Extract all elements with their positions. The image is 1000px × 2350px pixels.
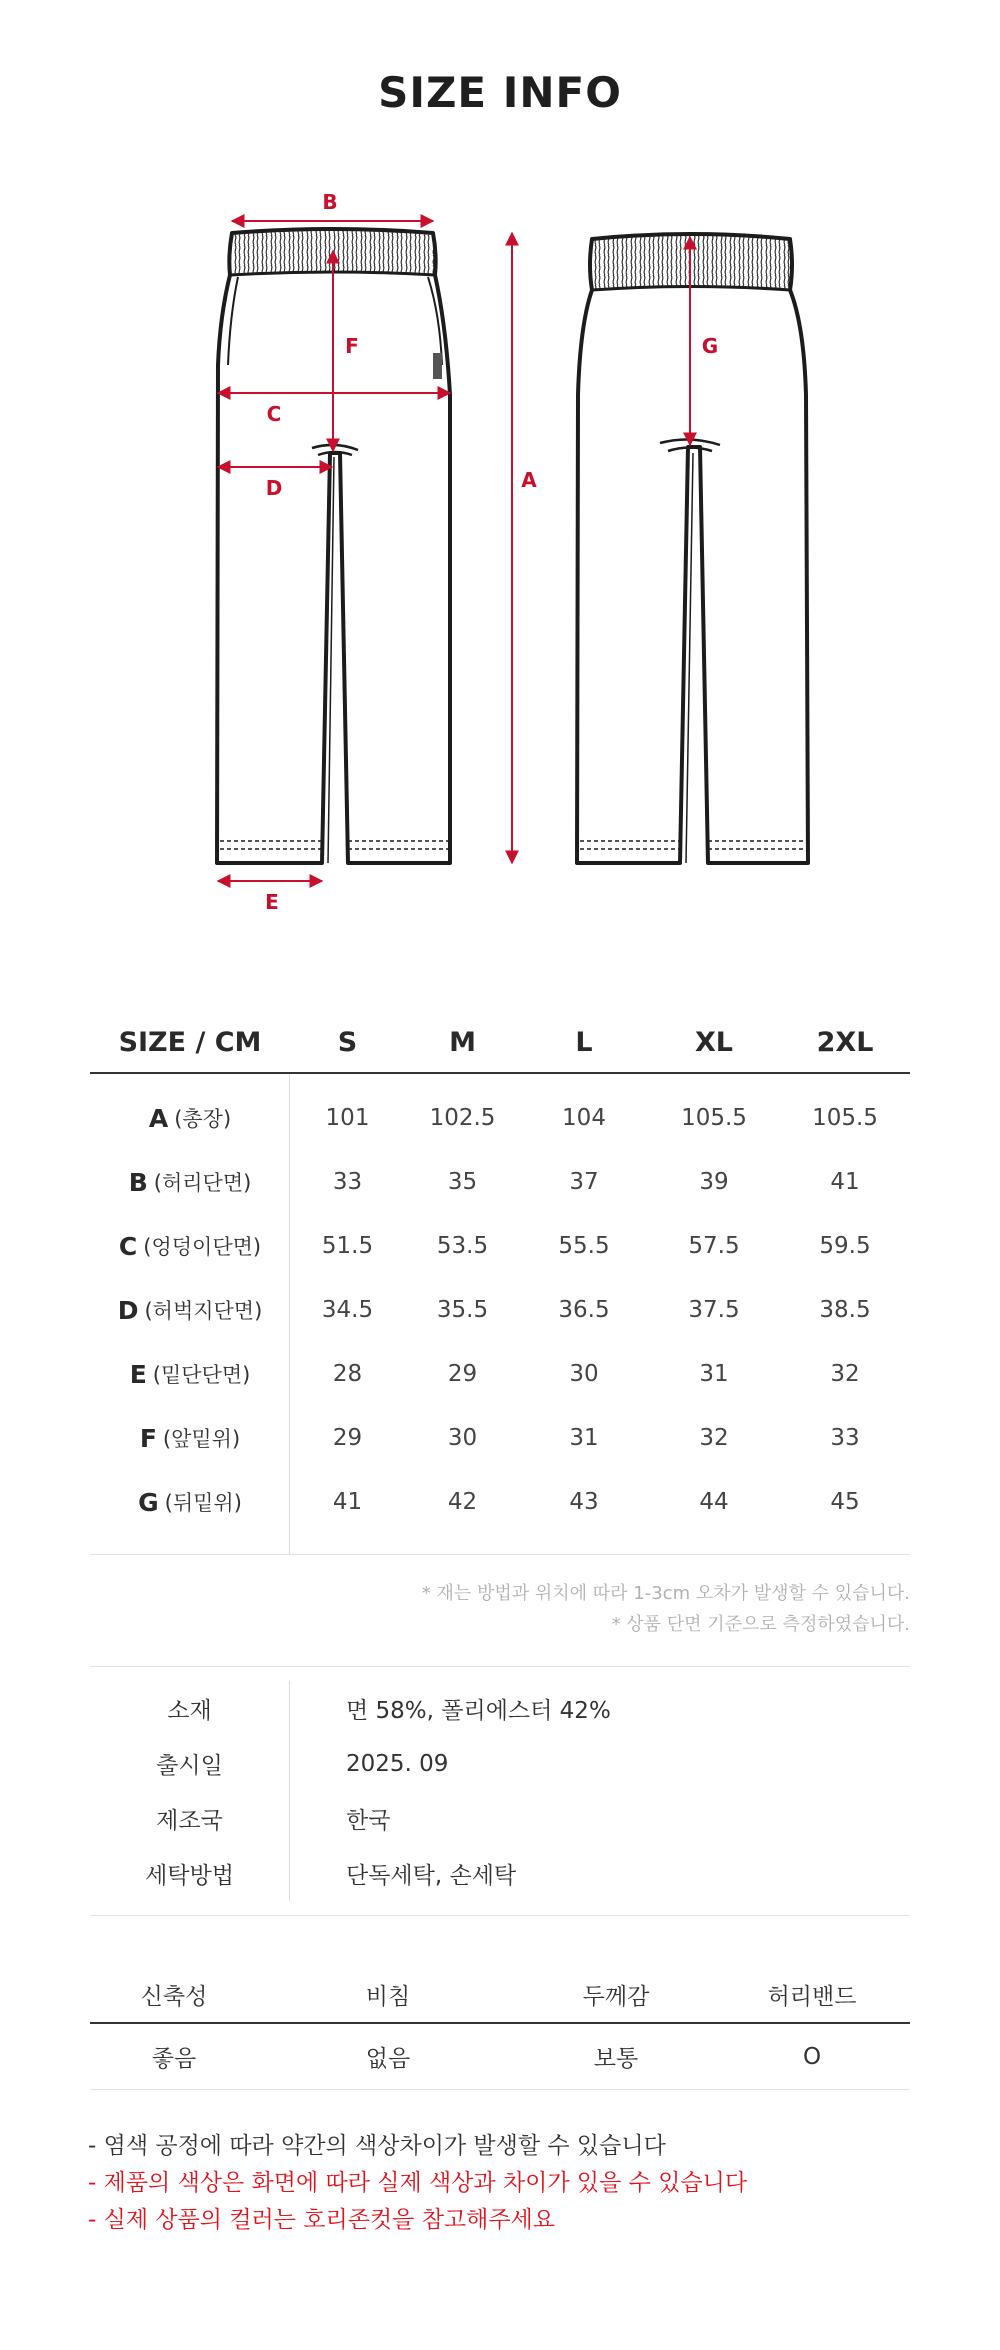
feature-value-waistband: O [802, 2043, 822, 2070]
info-value-washing: 단독세탁, 손세탁 [346, 1863, 517, 1889]
value-cell: 55.5 [558, 1233, 610, 1259]
value-cell: 57.5 [688, 1233, 740, 1259]
info-value-country: 한국 [346, 1808, 391, 1834]
info-value-release: 2025. 09 [346, 1750, 449, 1777]
header-s: S [337, 1026, 358, 1058]
info-value-material: 면 58%, 폴리에스터 42% [346, 1698, 611, 1724]
value-cell: 36.5 [558, 1297, 610, 1323]
feature-table-row [90, 2024, 910, 2090]
value-cell: 33 [332, 1169, 363, 1195]
disclaimer-line: - 염색 공정에 따라 약간의 색상차이가 발생할 수 있습니다 [88, 2133, 666, 2159]
dim-label-c: C [266, 402, 282, 426]
value-cell: 41 [830, 1169, 860, 1195]
value-cell: 102.5 [429, 1105, 496, 1131]
table-row [290, 1470, 910, 1534]
value-cell: 45 [830, 1489, 860, 1515]
feature-value-thickness: 보통 [593, 2046, 639, 2072]
value-cell: 51.5 [321, 1233, 374, 1259]
row-label-g [90, 1470, 290, 1534]
dim-label-g: G [701, 334, 719, 358]
row-label-d [90, 1278, 290, 1342]
row-label-a [90, 1086, 290, 1150]
value-cell: 105.5 [681, 1105, 747, 1131]
table-row [290, 1406, 910, 1470]
header-2xl: 2XL [816, 1026, 874, 1058]
row-name: (총장) [174, 1107, 232, 1131]
front-tag [433, 353, 442, 379]
info-values [290, 1681, 910, 1901]
back-view [577, 234, 808, 863]
row-letter: G [138, 1487, 159, 1517]
size-table-header [90, 1012, 910, 1074]
row-letter: D [117, 1295, 139, 1325]
header-l: L [575, 1026, 593, 1058]
info-label-country: 제조국 [156, 1808, 223, 1834]
feature-header-waistband: 허리밴드 [767, 1983, 857, 2010]
header-size-cm: SIZE / CM [118, 1026, 262, 1058]
value-cell: 101 [325, 1105, 370, 1131]
color-disclaimers [88, 2128, 747, 2239]
value-cell: 39 [699, 1169, 729, 1195]
value-cell: 105.5 [812, 1105, 878, 1131]
feature-value-stretch: 좋음 [151, 2046, 197, 2072]
size-table-body [90, 1074, 910, 1555]
row-label-f [90, 1406, 290, 1470]
value-cell: 53.5 [436, 1233, 489, 1259]
value-cell: 34.5 [321, 1297, 374, 1323]
row-name: (앞밑위) [162, 1427, 241, 1451]
value-cell: 37 [569, 1169, 599, 1195]
info-labels [90, 1681, 290, 1901]
dim-label-b: B [322, 190, 338, 214]
dim-label-f: F [345, 334, 359, 358]
product-info-table [90, 1666, 910, 1916]
table-row [290, 1150, 910, 1214]
value-cell: 43 [569, 1489, 599, 1515]
row-label-e [90, 1342, 290, 1406]
row-label-b [90, 1150, 290, 1214]
pants-measurement-diagram [0, 165, 1000, 925]
note-line: * 상품 단면 기준으로 측정하였습니다. [611, 1614, 910, 1635]
value-cell: 30 [569, 1361, 599, 1387]
feature-header-thickness: 두께감 [582, 1983, 650, 2010]
row-letter: E [129, 1359, 147, 1389]
value-cell: 44 [699, 1489, 729, 1515]
note-line: * 재는 방법과 위치에 따라 1-3cm 오차가 발생할 수 있습니다. [421, 1583, 910, 1604]
table-row [290, 1278, 910, 1342]
value-cell: 28 [332, 1361, 363, 1387]
value-cell: 30 [447, 1425, 478, 1451]
value-cell: 31 [569, 1425, 599, 1451]
value-cell: 33 [830, 1425, 860, 1451]
size-table-values [290, 1074, 910, 1554]
value-cell: 59.5 [819, 1233, 871, 1259]
pants-diagram-svg [0, 165, 1000, 925]
measurement-notes [422, 1578, 910, 1640]
row-name: (허벅지단면) [144, 1299, 263, 1323]
feature-table [90, 1966, 910, 2090]
value-cell: 31 [699, 1361, 729, 1387]
feature-header-sheer: 비침 [365, 1983, 411, 2010]
dim-label-e: E [265, 890, 279, 914]
value-cell: 29 [447, 1361, 478, 1387]
value-cell: 35.5 [436, 1297, 489, 1323]
dim-label-a: A [521, 468, 537, 492]
row-letter: B [128, 1167, 148, 1197]
feature-table-header [90, 1966, 910, 2024]
disclaimer-line: - 실제 상품의 컬러는 호리존컷을 참고해주세요 [88, 2207, 555, 2233]
row-name: (허리단면) [153, 1171, 252, 1195]
row-name: (뒤밑위) [164, 1491, 242, 1515]
table-row [290, 1086, 910, 1150]
page-title: SIZE INFO [378, 68, 622, 117]
size-table [90, 1012, 910, 1555]
header-xl: XL [694, 1026, 734, 1058]
dim-label-d: D [265, 476, 283, 500]
row-name: (엉덩이단면) [143, 1235, 262, 1259]
value-cell: 32 [699, 1425, 729, 1451]
size-table-labels [90, 1074, 290, 1554]
header-m: M [449, 1026, 476, 1058]
value-cell: 38.5 [819, 1297, 871, 1323]
value-cell: 35 [447, 1169, 478, 1195]
disclaimer-line: - 제품의 색상은 화면에 따라 실제 색상과 차이가 있을 수 있습니다 [88, 2170, 748, 2196]
value-cell: 32 [830, 1361, 860, 1387]
feature-value-sheer: 없음 [365, 2046, 411, 2072]
info-label-washing: 세탁방법 [145, 1863, 234, 1889]
value-cell: 29 [332, 1425, 363, 1451]
info-label-release: 출시일 [156, 1753, 223, 1779]
info-label-material: 소재 [167, 1698, 212, 1724]
back-pants-outline [577, 234, 808, 863]
row-label-c [90, 1214, 290, 1278]
value-cell: 37.5 [688, 1297, 740, 1323]
row-name: (밑단단면) [152, 1363, 251, 1387]
row-letter: F [139, 1423, 157, 1453]
table-row [290, 1342, 910, 1406]
row-letter: A [148, 1103, 169, 1133]
table-row [290, 1214, 910, 1278]
value-cell: 41 [332, 1489, 363, 1515]
row-letter: C [118, 1231, 138, 1261]
value-cell: 42 [447, 1489, 478, 1515]
value-cell: 104 [562, 1105, 606, 1131]
feature-header-stretch: 신축성 [140, 1983, 208, 2010]
